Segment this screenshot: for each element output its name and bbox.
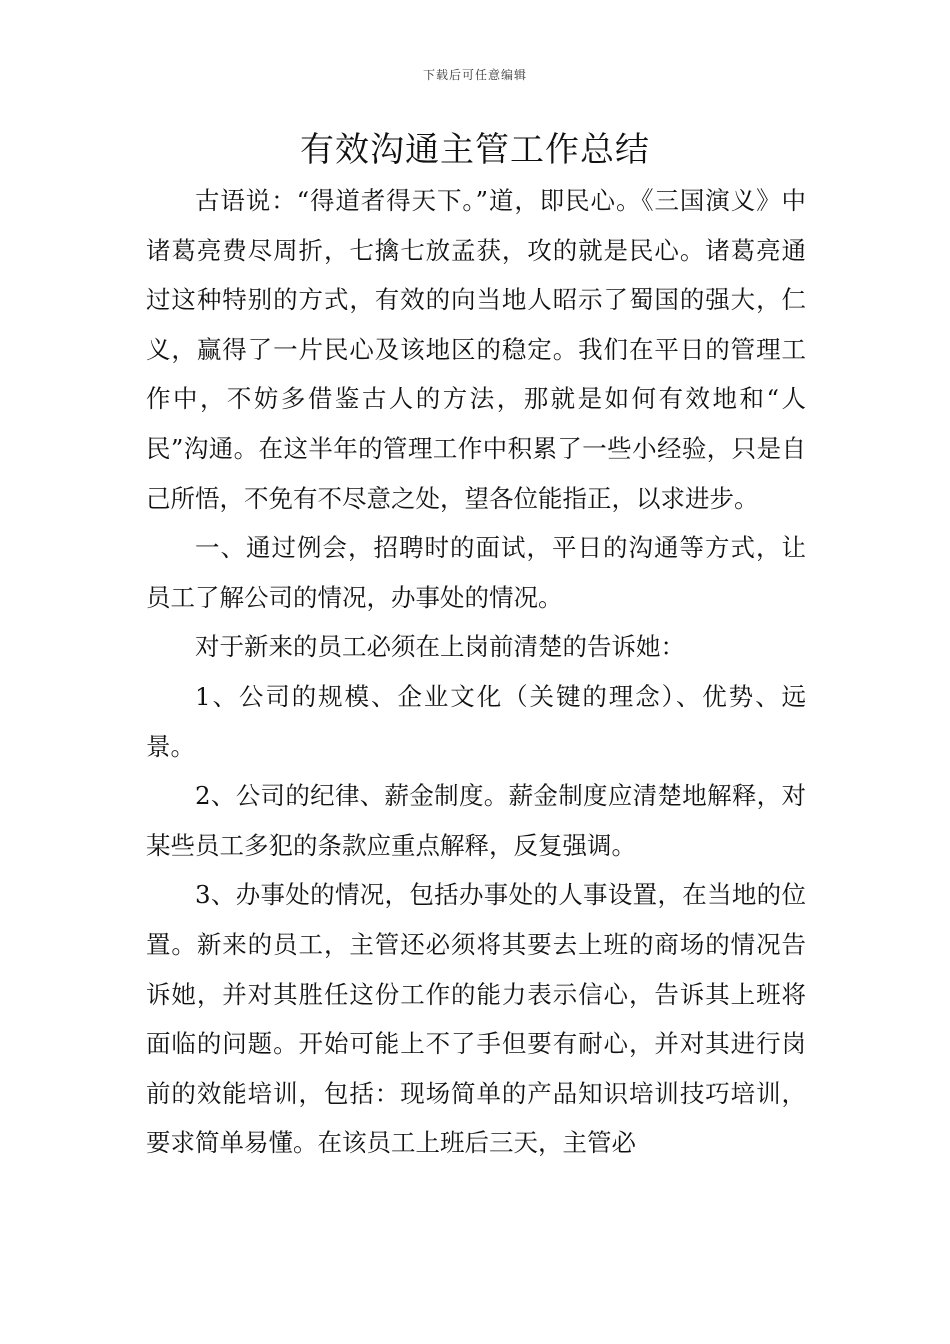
paragraph-item-2: 2、公司的纪律、薪金制度。薪金制度应清楚地解释，对某些员工多犯的条款应重点解释，反复强调。 [146,781,806,860]
paragraph-section-1: 一、通过例会，招聘时的面试，平日的沟通等方式，让员工了解公司的情况，办事处的情况。 [146,533,806,612]
paragraph-item-1: 1、公司的规模、企业文化（关键的理念）、优势、远景。 [146,681,806,761]
paragraph-item-3: 3、办事处的情况，包括办事处的人事设置，在当地的位置。新来的员工，主管还必须将其要去上班的商场的情况告诉她，并对其胜任这份工作的能力表示信心，告诉其上班将面临的问题。开始可能上不了手但要有耐心，并对其进行岗前的效能培训，包括：现场简单的产品知识培训技巧培训，要求简单易懂。在该员工上班后三天，主管必 [146,880,806,1158]
document-title: 有效沟通主管工作总结 [300,130,650,170]
header-note: 下载后可任意编辑 [422,68,527,82]
paragraph-intro: 古语说：“得道者得天下。”道，即民心。《三国演义》中诸葛亮费尽周折，七擒七放孟获，攻的就是民心。诸葛亮通过这种特别的方式，有效的向当地人昭示了蜀国的强大，仁义，赢得了一片民心及该地区的稳定。我们在平日的管理工作中，不妨多借鉴古人的方法，那就是如何有效地和“人民”沟通。在这半年的管理工作中积累了一些小经验，只是自己所悟，不免有不尽意之处，望各位能指正，以求进步。 [146,186,806,513]
document-body [146,176,806,1168]
paragraph-new-staff: 对于新来的员工必须在上岗前清楚的告诉她： [195,632,685,662]
